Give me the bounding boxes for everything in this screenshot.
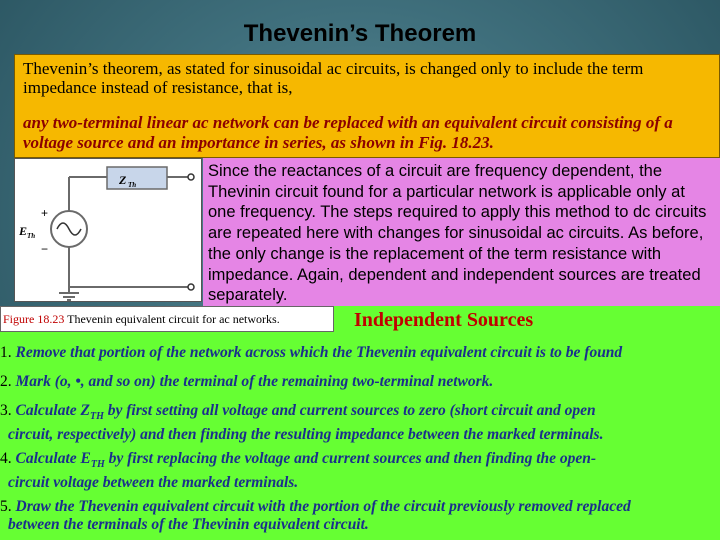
explanation-text: Since the reactances of a circuit are frequency dependent, the Thevinin circuit found for a particular network is applicable only at one frequency. The steps required to apply this method to dc circuits are repeated here with changes for sinusoidal ac circuits. As before, the only change is the replacement of the term resistance with impedance. Again, dependent and independent sources are treated separately.	[208, 162, 707, 305]
caption-label: Figure 18.23	[3, 312, 65, 326]
source-subscript: Th	[27, 232, 36, 240]
intro-text: Thevenin’s theorem, as stated for sinusoidal ac circuits, is changed only to include the term impedance instead of resistance, that is,	[23, 59, 644, 97]
slide-title: Thevenin’s Theorem	[243, 20, 477, 47]
step-item: 3. Calculate $Z_{TH}$ by first setting all voltage and current sources to zero (short circuit and open circuit, respectively) and then finding the resulting impedance between the marked terminals.	[0, 402, 604, 444]
impedance-box	[107, 167, 167, 189]
caption-text: Thevenin equivalent circuit for ac networks.	[67, 312, 280, 326]
thevenin-circuit-figure	[14, 158, 202, 302]
intro-box	[14, 54, 720, 158]
terminal-bottom	[188, 284, 194, 290]
minus-sign: −	[41, 242, 49, 256]
step-item: 5. Draw the Thevenin equivalent circuit with the portion of the circuit previously removed replaced between the terminals of the Thevinin equivalent circuit.	[0, 498, 631, 533]
impedance-label: Z	[119, 173, 127, 187]
terminal-top	[188, 174, 194, 180]
source-label: E	[19, 224, 28, 238]
theorem-definition: any two-terminal linear ac network can be replaced with an equivalent circuit consisting of a voltage source and an importance in series, as shown in Fig. 18.23.	[23, 113, 673, 152]
plus-sign: +	[41, 206, 49, 220]
independent-sources-heading: Independent Sources	[354, 309, 534, 331]
step-item: 2. Mark (o, •, and so on) the terminal of the remaining two-terminal network.	[0, 373, 494, 390]
explanation-box	[203, 158, 720, 306]
circuit-diagram	[15, 159, 201, 301]
step-item: 4. Calculate $E_{TH}$ by first replacing the voltage and current sources and then finding the open- circuit voltage between the marked terminals.	[0, 450, 597, 492]
impedance-subscript: Th	[128, 181, 137, 189]
step-item: 1. Remove that portion of the network across which the Thevenin equivalent circuit is to be found	[0, 344, 623, 361]
figure-caption	[0, 306, 334, 332]
